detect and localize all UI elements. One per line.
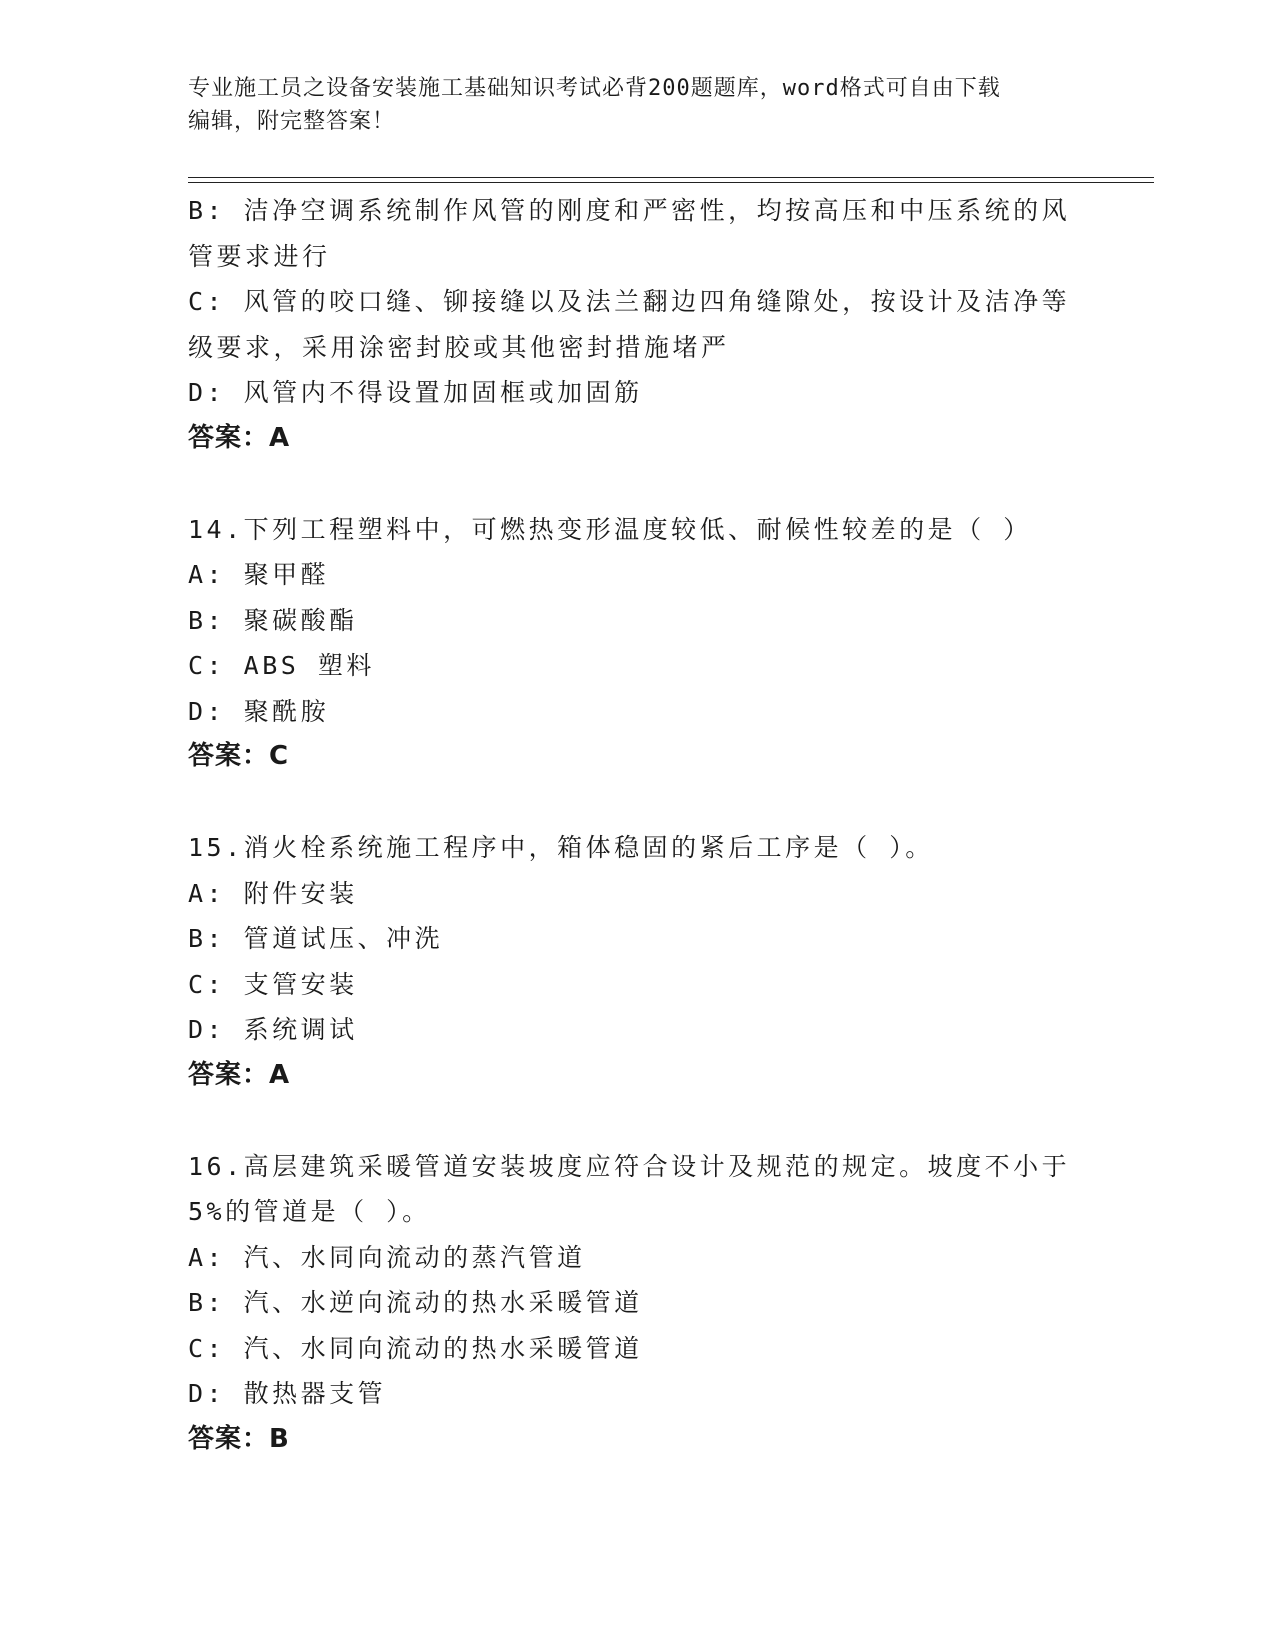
option-a: A: 聚甲醛 bbox=[188, 560, 330, 589]
header-divider-bottom bbox=[188, 182, 1154, 183]
option-b: B: 汽、水逆向流动的热水采暖管道 bbox=[188, 1288, 643, 1317]
option-b: B: 管道试压、冲洗 bbox=[188, 924, 444, 953]
answer: 答案：A bbox=[188, 1059, 291, 1090]
header-title-line-1: 专业施工员之设备安装施工基础知识考试必背200题题库，word格式可自由下载 bbox=[188, 76, 1001, 101]
option-d: D: 聚酰胺 bbox=[188, 696, 330, 726]
question-text: 14.下列工程塑料中，可燃热变形温度较低、耐候性较差的是（ ） bbox=[188, 514, 1032, 544]
option-c: C: 支管安装 bbox=[188, 969, 358, 999]
spacer bbox=[188, 1098, 1088, 1144]
option-b: B: 聚碳酸酯 bbox=[188, 605, 358, 635]
option-d: D: 风管内不得设置加固框或加固筋 bbox=[188, 378, 643, 407]
option-b-continued: 管要求进行 bbox=[188, 241, 331, 271]
question-text: 16.高层建筑采暖管道安装坡度应符合设计及规范的规定。坡度不小于 bbox=[188, 1151, 1071, 1181]
answer: 答案：A bbox=[188, 422, 291, 453]
answer: 答案：B bbox=[188, 1423, 290, 1454]
spacer bbox=[188, 780, 1088, 826]
option-c: C: 风管的咬口缝、铆接缝以及法兰翻边四角缝隙处，按设计及洁净等 bbox=[188, 287, 1071, 316]
spacer bbox=[188, 461, 1088, 507]
option-c: C: 汽、水同向流动的热水采暖管道 bbox=[188, 1333, 643, 1363]
option-a: A: 附件安装 bbox=[188, 878, 358, 908]
question-text-continued: 5%的管道是（ ）。 bbox=[188, 1197, 431, 1226]
question-14 bbox=[188, 507, 1088, 780]
header-title-line-2: 编辑，附完整答案！ bbox=[188, 109, 396, 134]
option-d: D: 系统调试 bbox=[188, 1015, 358, 1044]
document-body bbox=[188, 188, 1088, 1462]
option-d: D: 散热器支管 bbox=[188, 1379, 387, 1408]
answer: 答案：C bbox=[188, 741, 290, 771]
question-16 bbox=[188, 1144, 1088, 1463]
option-b: B: 洁净空调系统制作风管的刚度和严密性，均按高压和中压系统的风 bbox=[188, 196, 1071, 225]
option-c: C: ABS 塑料 bbox=[188, 651, 375, 680]
option-c-continued: 级要求，采用涂密封胶或其他密封措施堵严 bbox=[188, 332, 730, 362]
option-a: A: 汽、水同向流动的蒸汽管道 bbox=[188, 1242, 586, 1272]
document-header bbox=[188, 72, 1068, 138]
question-15 bbox=[188, 825, 1088, 1098]
header-divider-top bbox=[188, 177, 1154, 178]
question-text: 15.消火栓系统施工程序中，箱体稳固的紧后工序是（ ）。 bbox=[188, 833, 934, 862]
question-13 bbox=[188, 188, 1088, 461]
